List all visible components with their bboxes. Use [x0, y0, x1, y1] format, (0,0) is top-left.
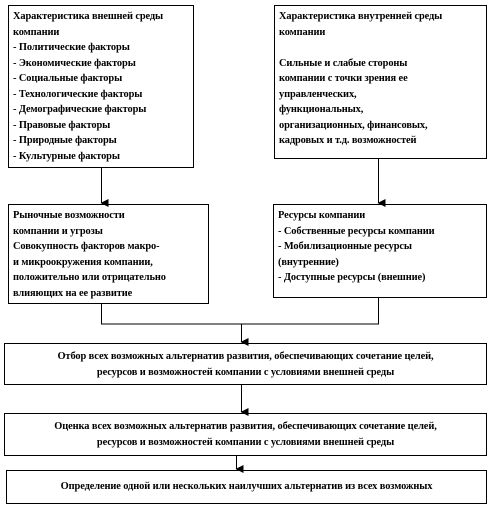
evaluation-line-2: ресурсов и возможностей компании с условиями внешней среды: [96, 436, 395, 448]
evaluation-line-1: Оценка всех возможных альтернатив развития, обеспечивающих сочетание целей,: [54, 421, 437, 432]
internal-line-6: кадровых и т.д. возможностей: [279, 135, 417, 146]
internal-title-line1: Характеристика внутренней среды: [279, 11, 443, 22]
external-item-political: - Политические факторы: [13, 42, 130, 53]
external-item-technological: - Технологические факторы: [13, 88, 143, 100]
external-item-cultural: - Культурные факторы: [13, 150, 120, 162]
external-title-line1: Характеристика внешней среды: [13, 11, 164, 22]
resources-line-1: Ресурсы компании: [278, 210, 366, 221]
internal-line-5: организационных, финансовых,: [279, 119, 428, 131]
selection-line-2: ресурсов и возможностей компании с условиями внешней среды: [96, 366, 395, 378]
definition-line-1: Определение одной или нескольких наилучших альтернатив из всех возможных: [60, 481, 433, 492]
resources-line-2: - Собственные ресурсы компании: [278, 225, 435, 237]
internal-line-3: управленческих,: [279, 88, 357, 100]
merge-line: [102, 298, 379, 324]
resources-line-5: - Доступные ресурсы (внешние): [278, 272, 426, 283]
internal-line-4: функциональных,: [279, 104, 364, 115]
internal-title-line2: компании: [279, 26, 326, 38]
resources-line-4: (внутренние): [278, 256, 339, 268]
selection-line-1: Отбор всех возможных альтернатив развития, обеспечивающих сочетание целей,: [57, 351, 434, 362]
external-item-economic: - Экономические факторы: [13, 57, 136, 69]
market-line-6: влияющих на ее развитие: [13, 287, 133, 299]
external-title-line2: компании: [13, 26, 60, 38]
internal-line-2: компании с точки зрения ее: [279, 73, 408, 84]
market-line-3: Совокупность факторов макро-: [13, 241, 160, 252]
internal-line-1: Сильные и слабые стороны: [279, 57, 408, 69]
market-line-4: и микроокружения компании,: [13, 256, 153, 268]
external-item-demographic: - Демографические факторы: [13, 104, 147, 115]
resources-line-3: - Мобилизационные ресурсы: [278, 241, 412, 252]
market-line-5: положительно или отрицательно: [13, 272, 166, 283]
market-line-2: компании и угрозы: [13, 225, 103, 237]
external-item-social: - Социальные факторы: [13, 73, 123, 84]
external-item-legal: - Правовые факторы: [13, 119, 111, 131]
market-line-1: Рыночные возможности: [13, 210, 125, 221]
external-item-natural: - Природные факторы: [13, 135, 117, 146]
